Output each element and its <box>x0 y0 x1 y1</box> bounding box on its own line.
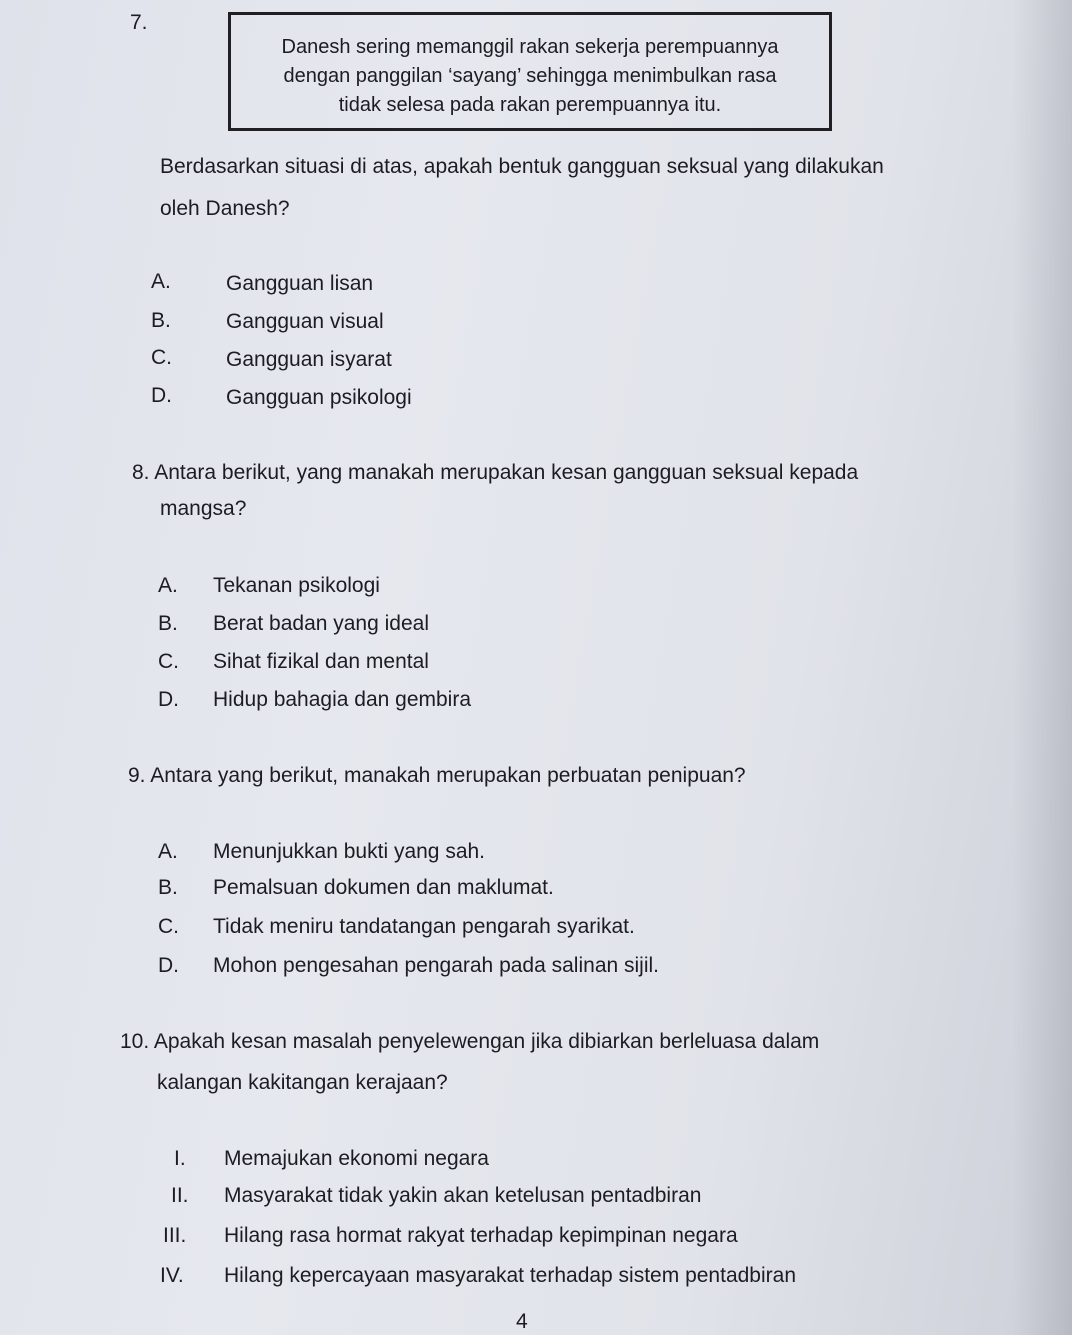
option-label: III. <box>163 1224 187 1247</box>
option-label: A. <box>151 270 171 293</box>
question-10-text-line-2: kalangan kakitangan kerajaan? <box>157 1071 448 1094</box>
question-7-text-line-2: oleh Danesh? <box>160 197 290 220</box>
question-8-text-line-1: 8. Antara berikut, yang manakah merupakan kesan gangguan seksual kepada <box>132 461 859 484</box>
option-label: A. <box>158 574 178 597</box>
option-text: Sihat fizikal dan mental <box>213 650 429 673</box>
page-shadow <box>1012 0 1072 1335</box>
option-text: Gangguan visual <box>226 310 384 333</box>
question-7-number: 7. <box>130 11 148 34</box>
situation-line-1: Danesh sering memanggil rakan sekerja perempuannya <box>281 36 779 58</box>
option-text: Berat badan yang ideal <box>213 612 429 635</box>
option-text: Memajukan ekonomi negara <box>224 1147 489 1170</box>
option-label: B. <box>151 309 171 332</box>
question-7-text-line-1: Berdasarkan situasi di atas, apakah bentuk gangguan seksual yang dilakukan <box>160 155 884 178</box>
situation-line-3: tidak selesa pada rakan perempuannya itu. <box>338 94 722 116</box>
situation-line-2: dengan panggilan ‘sayang’ sehingga menimbulkan rasa <box>283 65 777 87</box>
option-text: Hilang kepercayaan masyarakat terhadap sistem pentadbiran <box>224 1264 796 1287</box>
page-number: 4 <box>516 1310 528 1333</box>
option-label: B. <box>158 876 178 899</box>
option-text: Masyarakat tidak yakin akan ketelusan pentadbiran <box>224 1184 702 1207</box>
option-text: Gangguan lisan <box>226 272 374 295</box>
option-label: IV. <box>160 1264 184 1287</box>
option-label: D. <box>158 688 179 711</box>
option-label: C. <box>158 915 179 938</box>
question-8-text-line-2: mangsa? <box>160 497 247 520</box>
option-label: C. <box>158 650 179 673</box>
option-text: Tekanan psikologi <box>213 574 380 597</box>
question-9-text: 9. Antara yang berikut, manakah merupakan perbuatan penipuan? <box>128 764 746 787</box>
option-text: Hilang rasa hormat rakyat terhadap kepimpinan negara <box>224 1224 738 1247</box>
option-label: D. <box>151 384 172 407</box>
option-text: Gangguan psikologi <box>226 386 412 409</box>
option-text: Gangguan isyarat <box>226 348 392 371</box>
question-10-text-line-1: 10. Apakah kesan masalah penyelewengan jika dibiarkan berleluasa dalam <box>120 1030 820 1053</box>
option-label: C. <box>151 346 172 369</box>
option-text: Pemalsuan dokumen dan maklumat. <box>213 876 554 899</box>
option-text: Tidak meniru tandatangan pengarah syarikat. <box>213 915 635 938</box>
option-label: A. <box>158 840 178 863</box>
situation-box <box>228 12 832 131</box>
option-text: Mohon pengesahan pengarah pada salinan sijil. <box>213 954 660 977</box>
option-label: II. <box>171 1184 189 1207</box>
option-text: Hidup bahagia dan gembira <box>213 688 472 711</box>
option-text: Menunjukkan bukti yang sah. <box>213 840 486 863</box>
option-label: D. <box>158 954 179 977</box>
option-label: B. <box>158 612 178 635</box>
option-label: I. <box>174 1147 186 1170</box>
